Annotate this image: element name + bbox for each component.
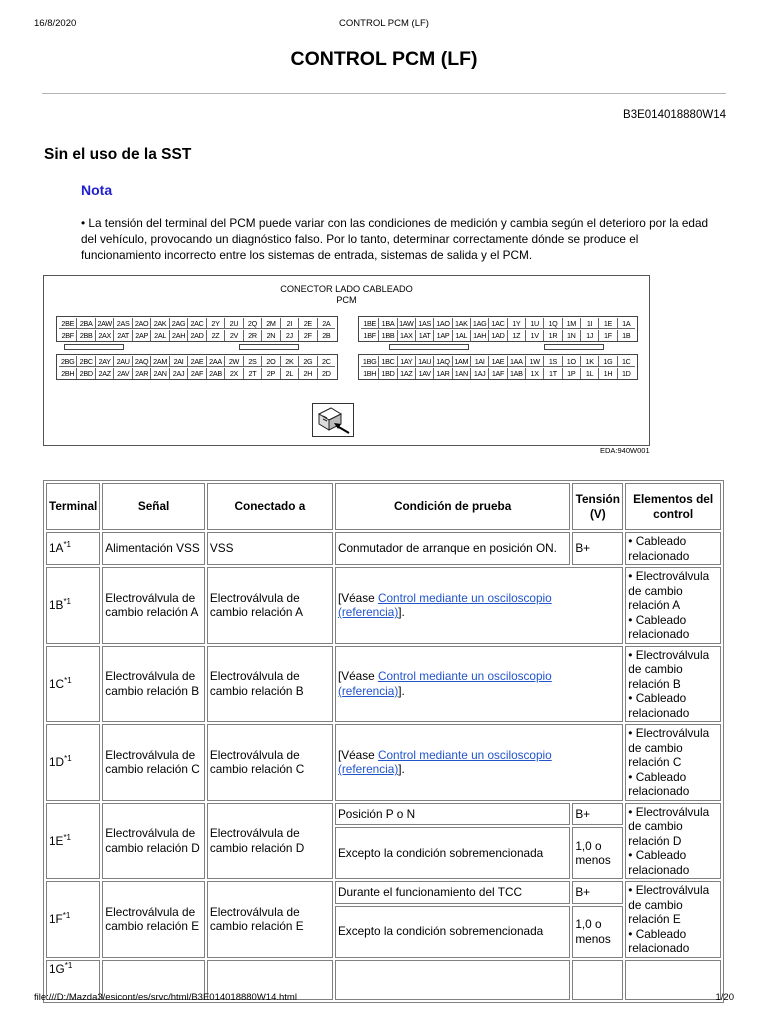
connector-pin: 2K — [281, 356, 299, 366]
connector-pin: 1V — [526, 330, 544, 341]
connector-pin: 1AD — [489, 330, 507, 341]
cell-elementos — [625, 724, 721, 801]
connector-pin: 1X — [526, 368, 544, 379]
connector-pin: 1R — [544, 330, 562, 341]
terminal-id: 1B — [49, 598, 64, 612]
connector-pin: 1AP — [434, 330, 452, 341]
connector-pin: 1BF — [361, 330, 379, 341]
connector-pin: 2AQ — [133, 356, 151, 366]
header-terminal: Terminal — [46, 483, 100, 530]
connector-pin: 1AL — [453, 330, 471, 341]
terminal-id: 1D — [49, 755, 65, 769]
footnote-mark: *1 — [63, 832, 71, 842]
connector-pin: 2AX — [96, 330, 114, 341]
connector-pin: 2BF — [59, 330, 77, 341]
connector-pin: 2AY — [96, 356, 114, 366]
cell-conectado: Electroválvula de cambio relación A — [207, 567, 333, 644]
elemento-item: • Cableado relacionado — [628, 612, 690, 641]
vease-prefix: [Véase — [337, 747, 378, 762]
connector-pin: 2AA — [207, 356, 225, 366]
cell-condicion: Conmutador de arranque en posición ON. — [335, 532, 570, 565]
connector-pin: 1Y — [508, 318, 526, 328]
connector-pin: 1Z — [508, 330, 526, 341]
connector-pin: 1O — [563, 356, 581, 366]
table-row — [46, 567, 721, 644]
document-title: CONTROL PCM (LF) — [290, 48, 478, 70]
connector-pin: 1AQ — [434, 356, 452, 366]
connector-pin: 1H — [599, 368, 617, 379]
table-row — [46, 532, 721, 565]
connector-pin: 1AV — [416, 368, 434, 379]
connector-pin: 2AB — [207, 368, 225, 379]
figure-caption-line1: CONECTOR LADO CABLEADO — [280, 284, 413, 294]
table-row — [46, 724, 721, 801]
connector-pin: 2AI — [170, 356, 188, 366]
cell-conectado: VSS — [207, 532, 333, 565]
connector-pin: 1W — [526, 356, 544, 366]
connector-pin: 2AJ — [170, 368, 188, 379]
connector-left-row3 — [59, 356, 335, 367]
connector-pin: 1AH — [471, 330, 489, 341]
cell-condicion — [335, 567, 623, 644]
terminal-table — [43, 480, 724, 1003]
connector-right-row4 — [361, 368, 635, 379]
cell-condicion: Excepto la condición sobremencionada — [335, 906, 570, 958]
connector-pin: 1AC — [489, 318, 507, 328]
table-row — [46, 803, 721, 826]
cell-condicion — [335, 724, 623, 801]
connector-pin: 1C — [621, 357, 631, 366]
connector-pin: 1AR — [434, 368, 452, 379]
terminal-id: 1C — [49, 676, 65, 691]
connector-pin: 1AY — [398, 356, 416, 366]
cell-condicion: Durante el funcionamiento del TCC — [335, 881, 570, 904]
vease-prefix: [Véase — [337, 669, 378, 684]
cell-conectado: Electroválvula de cambio relación B — [207, 646, 333, 723]
connector-pin: 2AF — [188, 368, 206, 379]
connector-pin: 1AU — [416, 356, 434, 366]
cell-terminal — [46, 567, 100, 644]
connector-pin: 1BB — [379, 330, 397, 341]
cell-tension: 1,0 o menos — [572, 827, 623, 879]
elemento-item: • Cableado relacionado — [628, 769, 690, 798]
connector-right-latch — [389, 344, 469, 350]
page-number: 1/20 — [715, 992, 734, 1003]
elemento-item: • Cableado relacionado — [628, 691, 690, 720]
connector-pin: 1AX — [398, 330, 416, 341]
connector-pin: 2Y — [207, 318, 225, 328]
cell-tension: B+ — [572, 532, 623, 565]
header-senal: Señal — [102, 483, 205, 530]
print-footer — [34, 992, 734, 1006]
connector-pin: 1AM — [453, 356, 471, 366]
connector-pin: 2M — [262, 318, 280, 328]
table-row — [46, 881, 721, 904]
section-heading: Sin el uso de la SST — [44, 146, 192, 163]
connector-pin: 2AC — [188, 318, 206, 328]
oscilloscope-reference-link[interactable]: Control mediante un osciloscopio (referencia) — [337, 747, 552, 777]
connector-pin: 2O — [262, 356, 280, 366]
connector-pin: 1G — [599, 356, 617, 366]
connector-left — [56, 354, 338, 380]
oscilloscope-reference-link[interactable]: Control mediante un osciloscopio (referencia) — [337, 669, 552, 698]
connector-pin: 1P — [563, 368, 581, 379]
connector-pin: 2BE — [59, 318, 77, 328]
elemento-item: • Electroválvula de cambio relación B — [628, 647, 710, 691]
connector-pin: 1D — [621, 369, 631, 378]
figure-caption-line2: PCM — [336, 295, 357, 305]
connector-pin: 2BG — [59, 356, 77, 366]
connector-right-row3 — [361, 356, 635, 367]
connector-pin: 2J — [281, 330, 299, 341]
connector-pin: 2Q — [244, 318, 262, 328]
connector-pin: 1Q — [544, 318, 562, 328]
connector-pin: 1A — [622, 319, 631, 328]
connector-pin: 2V — [225, 330, 243, 341]
cell-terminal — [46, 532, 100, 565]
connector-pin: 1AZ — [398, 368, 416, 379]
print-title: CONTROL PCM (LF) — [339, 18, 429, 29]
vease-suffix: ]. — [398, 762, 405, 777]
connector-pin: 1AE — [489, 356, 507, 366]
connector-pin: 1BE — [361, 318, 379, 328]
footnote-mark: *1 — [64, 754, 72, 763]
connector-pin: 1U — [526, 318, 544, 328]
cell-senal: Electroválvula de cambio relación A — [102, 567, 205, 644]
connector-pin: 1T — [544, 368, 562, 379]
cell-senal: Electroválvula de cambio relación D — [102, 803, 205, 880]
footnote-mark: *1 — [64, 675, 72, 685]
connector-pin: 2BA — [77, 318, 95, 328]
connector-pin: 2AP — [133, 330, 151, 341]
connector-pin: 1I — [581, 318, 599, 328]
connector-pin: 1AW — [398, 318, 416, 328]
connector-pin: 2AV — [114, 368, 132, 379]
connector-right — [358, 316, 638, 342]
connector-pin: 2R — [244, 330, 262, 341]
connector-pin: 2BC — [77, 356, 95, 366]
connector-pin: 2I — [281, 318, 299, 328]
cell-terminal — [46, 803, 100, 880]
connector-pin: 1AN — [453, 368, 471, 379]
connector-pin: 1F — [599, 330, 617, 341]
figure-code: EDA:940W001 — [600, 446, 650, 455]
terminal-id: 1E — [49, 833, 64, 848]
oscilloscope-reference-link[interactable]: Control mediante un osciloscopio (referencia) — [337, 590, 552, 620]
connector-pin: 1BG — [361, 356, 379, 366]
footnote-mark: *1 — [63, 597, 71, 606]
cell-senal: Electroválvula de cambio relación C — [102, 724, 205, 801]
connector-pin: 2AN — [151, 368, 169, 379]
connector-pin: 2BB — [77, 330, 95, 341]
connector-pin: 2AO — [133, 318, 151, 328]
connector-right — [358, 354, 638, 380]
connector-pin: 2AL — [151, 330, 169, 341]
connector-pin: 1AT — [416, 330, 434, 341]
connector-right-latch — [544, 344, 604, 350]
cell-conectado: Electroválvula de cambio relación D — [207, 803, 333, 880]
header-conectado: Conectado a — [207, 483, 333, 530]
connector-pin: 1AF — [489, 368, 507, 379]
terminal-id: 1G — [49, 961, 65, 976]
connector-pin: 1B — [622, 331, 631, 340]
connector-pin: 1BC — [379, 356, 397, 366]
connector-pin: 1BA — [379, 318, 397, 328]
connector-pin: 1AB — [508, 368, 526, 379]
connector-pin: 1M — [563, 318, 581, 328]
connector-pin: 2X — [225, 368, 243, 379]
cell-elementos — [625, 646, 721, 723]
cell-senal: Electroválvula de cambio relación E — [102, 881, 205, 958]
connector-pin: 1BD — [379, 368, 397, 379]
vease-suffix: ]. — [398, 683, 405, 698]
connector-pin: 2A — [322, 319, 331, 328]
cell-tension: B+ — [572, 803, 623, 826]
elemento-item: • Electroválvula de cambio relación E — [628, 883, 710, 926]
connector-pin: 1BH — [361, 368, 379, 379]
print-date: 16/8/2020 — [34, 18, 77, 29]
connector-pin: 2U — [225, 318, 243, 328]
connector-pin: 2N — [262, 330, 280, 341]
cell-tension: 1,0 o menos — [572, 906, 623, 958]
connector-pin: 2AR — [133, 368, 151, 379]
cell-terminal — [46, 881, 100, 958]
elemento-item: • Cableado relacionado — [628, 926, 690, 955]
connector-pin: 2F — [299, 330, 317, 341]
cell-condicion: Excepto la condición sobremencionada — [335, 827, 570, 879]
connector-pin: 1S — [544, 356, 562, 366]
cell-elementos — [625, 881, 721, 958]
connector-pin: 2H — [299, 368, 317, 379]
terminal-id: 1F — [49, 912, 63, 926]
connector-left-latch — [64, 344, 124, 350]
connector-pin: 1AG — [471, 318, 489, 328]
connector-pin: 2AD — [188, 330, 206, 341]
connector-pin: 2AG — [170, 318, 188, 328]
connector-pin: 1AS — [416, 318, 434, 328]
elemento-item: • Cableado relacionado — [628, 848, 690, 877]
note-text: • La tensión del terminal del PCM puede variar con las condiciones de medición y cambia según el deterioro por la edad del vehículo, provocando un diagnóstico falso. Por lo tanto, determinar correctamente dónde se produce el funcionamiento incorrecto entre los sistemas de entrada, sistemas de salida y el PCM. — [81, 216, 709, 262]
connector-right-row1 — [361, 318, 635, 329]
elemento-item: • Electroválvula de cambio relación C — [628, 726, 710, 769]
connector-pin: 2AT — [114, 330, 132, 341]
header-condicion: Condición de prueba — [335, 483, 570, 530]
connector-pin: 2AM — [151, 356, 169, 366]
vease-prefix: [Véase — [337, 590, 378, 605]
header-elementos: Elementos del control — [625, 483, 721, 530]
vease-suffix: ]. — [398, 605, 405, 620]
note-title: Nota — [81, 182, 113, 198]
footnote-mark: *1 — [62, 911, 71, 920]
cell-elementos — [625, 567, 721, 644]
connector-pin: 2AH — [170, 330, 188, 341]
connector-pin: 2T — [244, 368, 262, 379]
connector-pin: 2D — [322, 369, 331, 378]
connector-pin: 2C — [322, 357, 331, 366]
connector-figure — [43, 275, 650, 446]
connector-pin: 1AI — [471, 356, 489, 366]
connector-pin: 2G — [299, 356, 317, 366]
connector-pin: 2BD — [77, 368, 95, 379]
elemento-item: • Electroválvula de cambio relación A — [628, 569, 710, 612]
connector-left-row1 — [59, 318, 335, 329]
connector-pin: 2AK — [151, 318, 169, 328]
cell-tension: B+ — [572, 881, 623, 904]
connector-pin: 2AW — [96, 318, 114, 328]
title-divider — [42, 93, 726, 94]
connector-pin: 2L — [281, 368, 299, 379]
connector-pin: 1L — [581, 368, 599, 379]
cell-terminal — [46, 724, 100, 801]
print-header — [34, 18, 734, 32]
terminal-id: 1A — [49, 541, 64, 556]
connector-pin: 2S — [244, 356, 262, 366]
connector-pin: 2W — [225, 356, 243, 366]
cell-elementos — [625, 803, 721, 880]
connector-pin: 2P — [262, 368, 280, 379]
connector-left-row2 — [59, 330, 335, 341]
file-path: file:///D:/Mazda3/esicont/es/srvc/html/B3E014018880W14.html — [34, 992, 297, 1003]
cell-condicion — [335, 646, 623, 723]
connector-pin: 1N — [563, 330, 581, 341]
footnote-mark: *1 — [64, 960, 73, 970]
cell-condicion: Posición P o N — [335, 803, 570, 826]
connector-pin: 2B — [322, 331, 331, 340]
connector-pin: 2E — [299, 318, 317, 328]
connector-pin: 1AO — [434, 318, 452, 328]
connector-pin: 2AU — [114, 356, 132, 366]
footnote-mark: *1 — [63, 540, 71, 550]
header-tension: Tensión (V) — [572, 483, 623, 530]
cell-senal: Alimentación VSS — [102, 532, 205, 565]
connector-pin: 1K — [581, 356, 599, 366]
connector-pin: 2AE — [188, 356, 206, 366]
cell-elementos: • Cableado relacionado — [625, 532, 721, 565]
connector-pin: 2AZ — [96, 368, 114, 379]
connector-pin: 1AJ — [471, 368, 489, 379]
connector-pin: 2BH — [59, 368, 77, 379]
cell-senal: Electroválvula de cambio relación B — [102, 646, 205, 723]
cell-terminal — [46, 646, 100, 723]
figure-caption — [44, 284, 649, 306]
connector-left-row4 — [59, 368, 335, 379]
cell-conectado: Electroválvula de cambio relación E — [207, 881, 333, 958]
connector-plug-icon — [313, 404, 353, 436]
connector-pin: 1AK — [453, 318, 471, 328]
connector-pin: 1AA — [508, 356, 526, 366]
connector-pin: 1J — [581, 330, 599, 341]
table-row — [46, 646, 721, 723]
cell-conectado: Electroválvula de cambio relación C — [207, 724, 333, 801]
connector-pin: 2Z — [207, 330, 225, 341]
elemento-item: • Electroválvula de cambio relación D — [628, 804, 710, 848]
table-header-row — [46, 483, 721, 530]
connector-pin: 1E — [599, 318, 617, 328]
connector-left-latch — [239, 344, 299, 350]
document-id: B3E014018880W14 — [623, 109, 726, 121]
connector-pin: 2AS — [114, 318, 132, 328]
connector-left — [56, 316, 338, 342]
connector-right-row2 — [361, 330, 635, 341]
connector-view-icon — [312, 403, 354, 437]
